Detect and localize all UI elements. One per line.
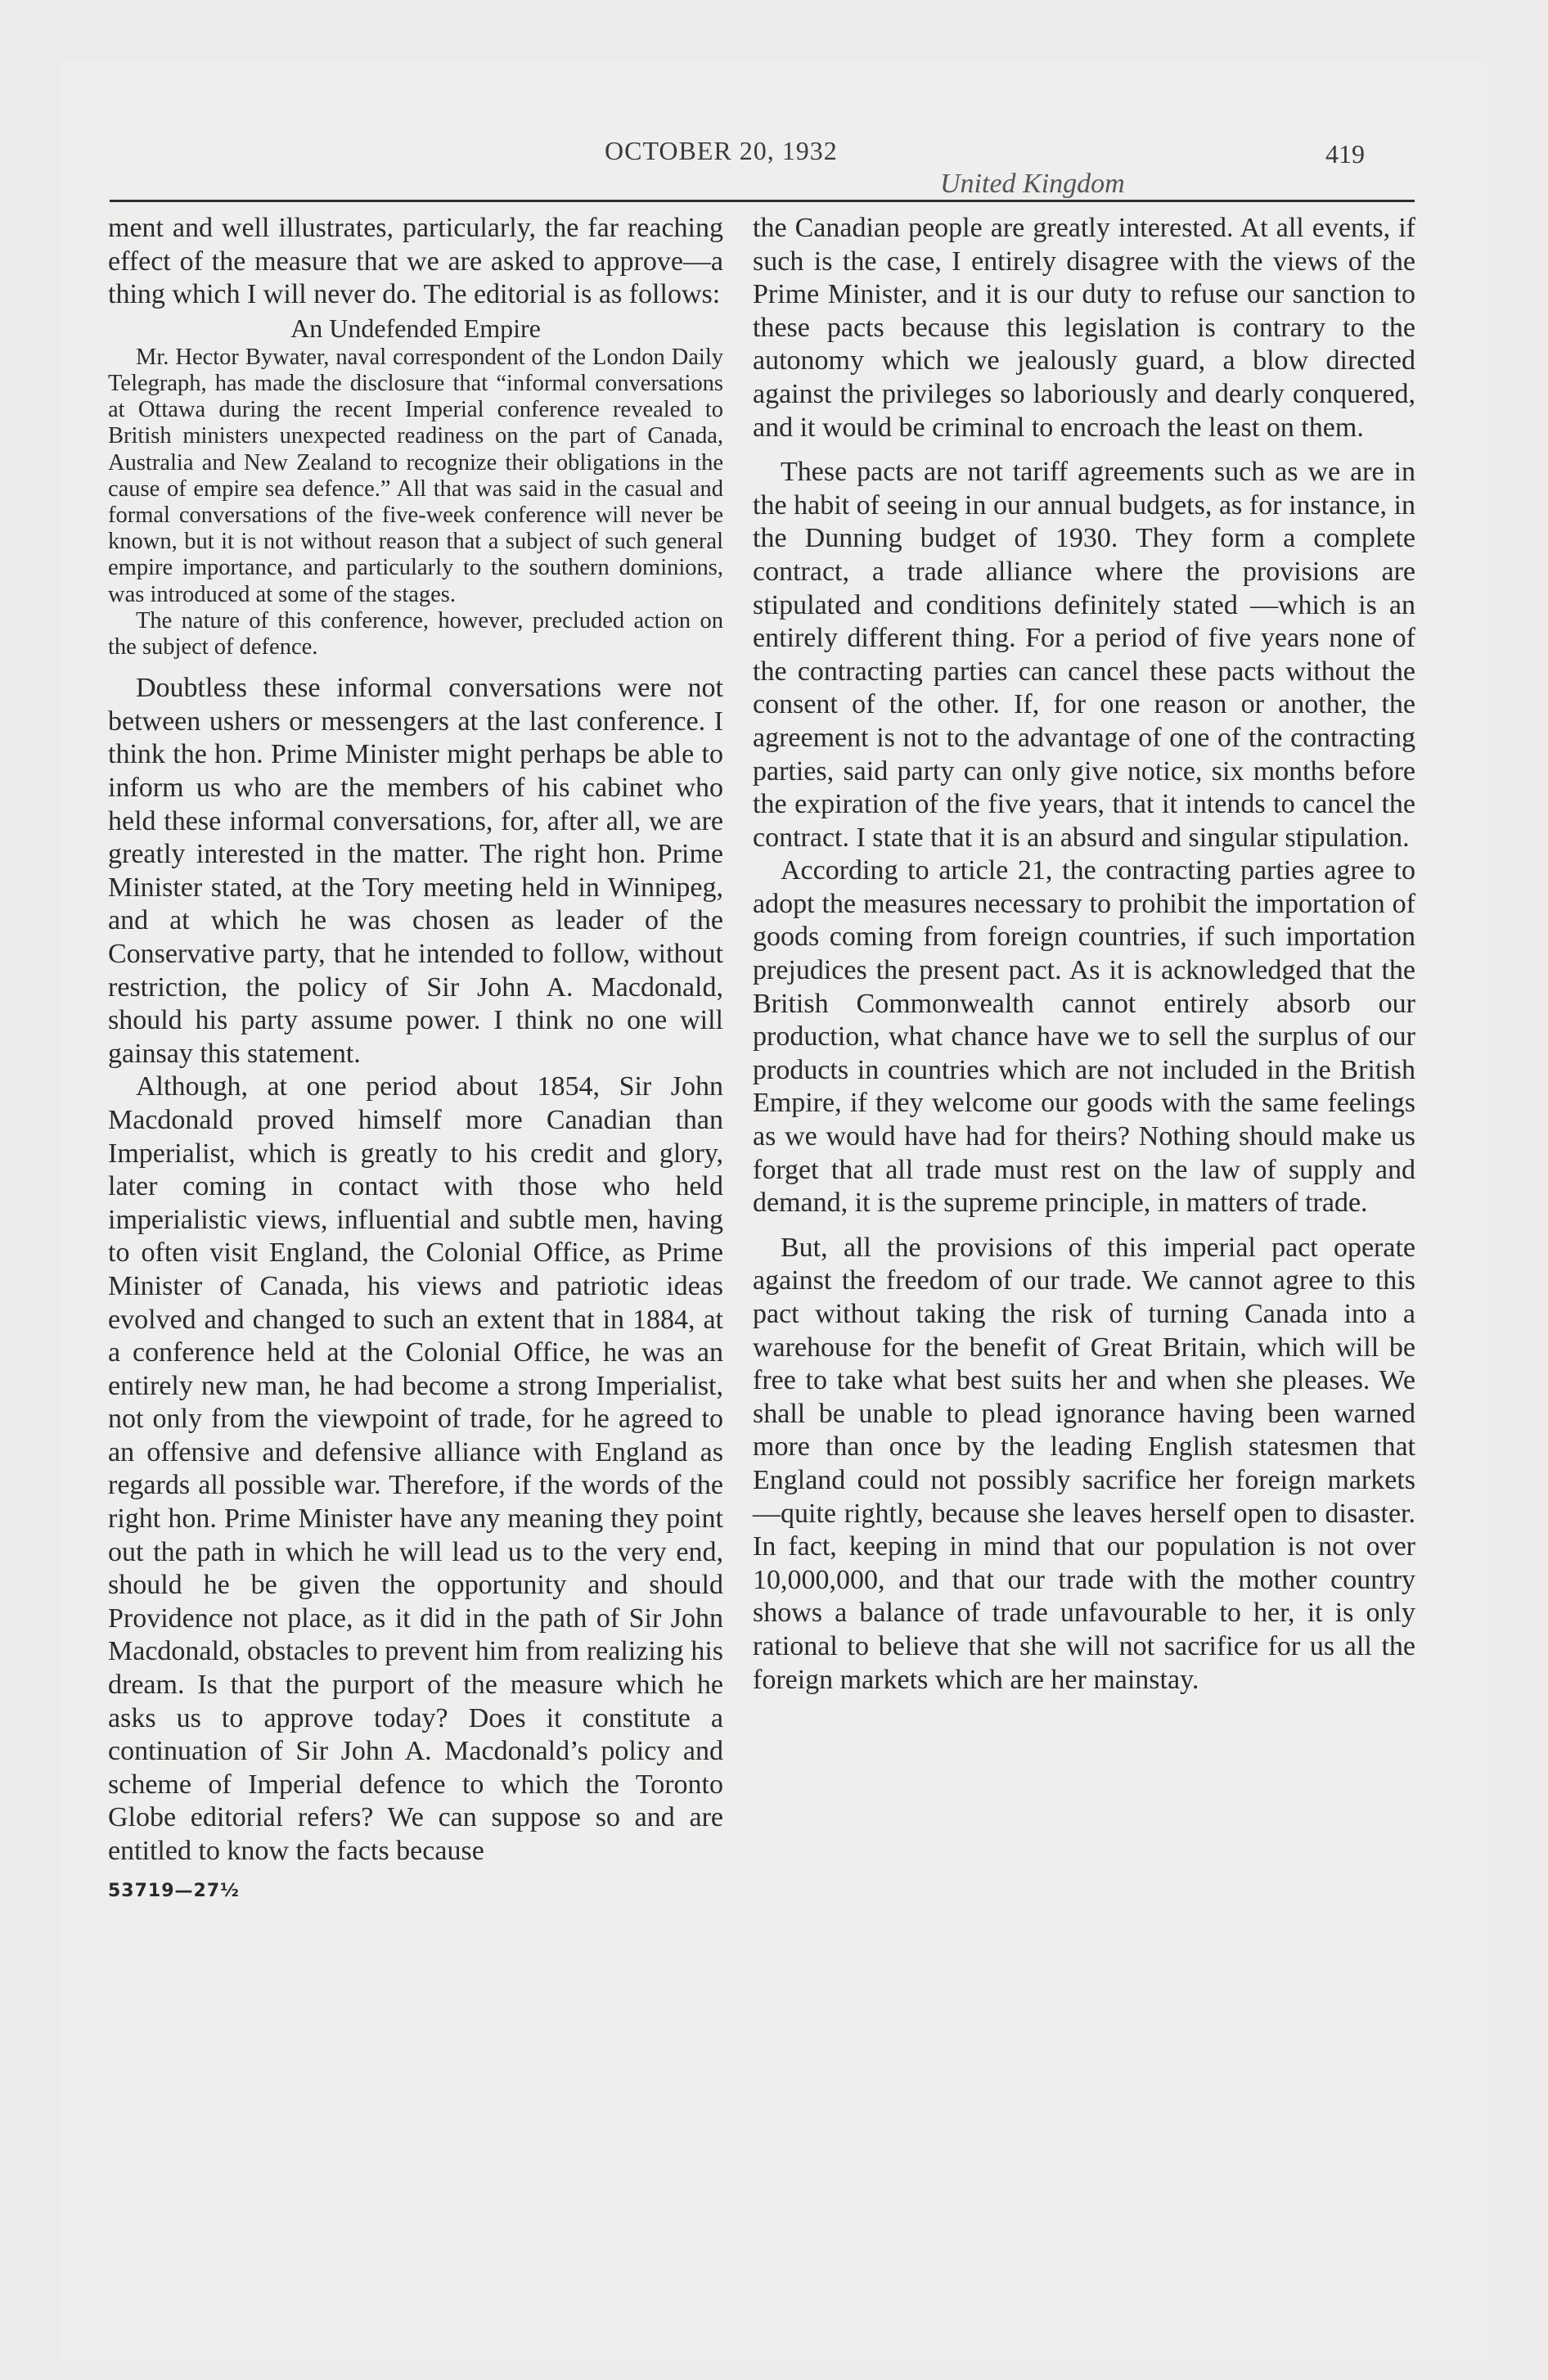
page-number: 419	[1325, 139, 1365, 169]
right-paragraph-4: But, all the provisions of this imperial pact operate against the freedom of our trade. We cannot agree to this pact without taking the risk of turning Canada into a warehouse for the benefit of Great Britain, which will be free to take what best suits her and when she pleases. We shall be unable to plead ignorance having been warned more than once by the leading English statesmen that England could not possibly sacrifice her foreign markets —quite rightly, because she leaves herself open to disaster. In fact, keeping in mind that our population is not over 10,000,000, and that our trade with the mother country shows a balance of trade unfavourable to her, it is only rational to believe that she will not sacrifice for us all the foreign markets which are her mainstay.	[753, 1232, 1415, 1695]
right-paragraph-3: According to article 21, the contracting parties agree to adopt the measures necessary to prohibit the importation of goods coming from foreign countries, if such importation prejudices the present pact. As it is acknowledged that the British Commonwealth cannot entirely absorb our production, what chance have we to sell the surplus of our products in countries which are not included in the British Empire, if they welcome our goods with the same feelings as we would have had for theirs? Nothing should make us forget that all trade must rest on the law of supply and demand, it is the supreme principle, in matters of trade.	[753, 855, 1415, 1219]
spacer	[108, 660, 723, 672]
header-date: OCTOBER 20, 1932	[605, 136, 838, 165]
quote-paragraph-1: Mr. Hector Bywater, naval correspondent of the London Daily Telegraph, has made the disclosure that “informal conversations at Ottawa during the recent Imperial conference revealed to British ministers unexpected readiness on the part of Canada, Australia and New Zealand to recognize their obligations in the cause of empire sea defence.” All that was said in the casual and formal conversations of the five-week conference will never be known, but it is not without reason that a subject of such general empire importance, and particularly to the southern dominions, was introduced at some of the stages.	[108, 344, 723, 607]
page-header	[61, 136, 1486, 199]
left-column	[108, 212, 723, 1908]
footnote-code: 53719—27½	[108, 1880, 240, 1901]
left-paragraph-1: ment and well illustrates, particularly, the far reaching effect of the measure that we are asked to approve—a thing which I will never do. The editorial is as follows:	[108, 213, 723, 310]
left-paragraph-3: Although, at one period about 1854, Sir John Macdonald proved himself more Canadian than Imperialist, which is greatly to his credit and glory, later coming in contact with those who held imperialistic views, influential and subtle men, having to often visit England, the Colonial Office, as Prime Minister of Canada, his views and patriotic ideas evolved and changed to such an extent that in 1884, at a conference held at the Colonial Office, he was an entirely new man, he had become a strong Imperialist, not only from the viewpoint of trade, for he agreed to an offensive and defensive alliance with England as regards all possible war. Therefore, if the words of the right hon. Prime Minister have any meaning they point out the path in which he will lead us to the very end, should he be given the opportunity and should Providence not place, as it did in the path of Sir John Macdonald, obstacles to prevent him from realizing his dream. Is that the purport of the measure which he asks us to approve today? Does it constitute a continuation of Sir John A. Macdonald’s policy and scheme of Imperial defence to which the Toronto Globe editorial refers? We can suppose so and are entitled to know the facts because	[108, 1071, 723, 1866]
right-paragraph-1: the Canadian people are greatly interested. At all events, if such is the case, I entirely disagree with the views of the Prime Minister, and it is our duty to refuse our sanction to these pacts because this legislation is contrary to the autonomy which we jealously guard, a blow directed against the privileges so laboriously and dearly conquered, and it would be criminal to encroach the least on them.	[753, 213, 1415, 443]
spacer	[753, 1220, 1415, 1232]
quote-paragraph-2: The nature of this conference, however, precluded action on the subject of defence.	[108, 607, 723, 660]
right-column	[753, 212, 1415, 1697]
right-paragraph-2: These pacts are not tariff agreements such as we are in the habit of seeing in our annual budgets, as for instance, in the Dunning budget of 1930. They form a complete contract, a trade alliance where the provisions are stipulated and conditions definitely stated —which is an entirely different thing. For a period of five years none of the contracting parties can cancel these pacts without the consent of the other. If, for one reason or another, the agreement is not to the advantage of one of the contracting parties, said party can only give notice, six months before the expiration of the five years, that it intends to cancel the contract. I state that it is an absurd and singular stipulation.	[753, 457, 1415, 853]
header-country: United Kingdom	[940, 169, 1125, 199]
spacer	[753, 444, 1415, 456]
quote-title: An Undefended Empire	[290, 313, 541, 343]
header-rule	[110, 200, 1415, 202]
document-page	[61, 61, 1486, 2360]
left-paragraph-2: Doubtless these informal conversations were not between ushers or messengers at the last conference. I think the hon. Prime Minister might perhaps be able to inform us who are the members of his cabinet who held these informal conversations, for, after all, we are greatly interested in the matter. The right hon. Prime Minister stated, at the Tory meeting held in Winnipeg, and at which he was chosen as leader of the Conservative party, that he intended to follow, without restriction, the policy of Sir John A. Macdonald, should his party assume power. I think no one will gainsay this statement.	[108, 673, 723, 1069]
